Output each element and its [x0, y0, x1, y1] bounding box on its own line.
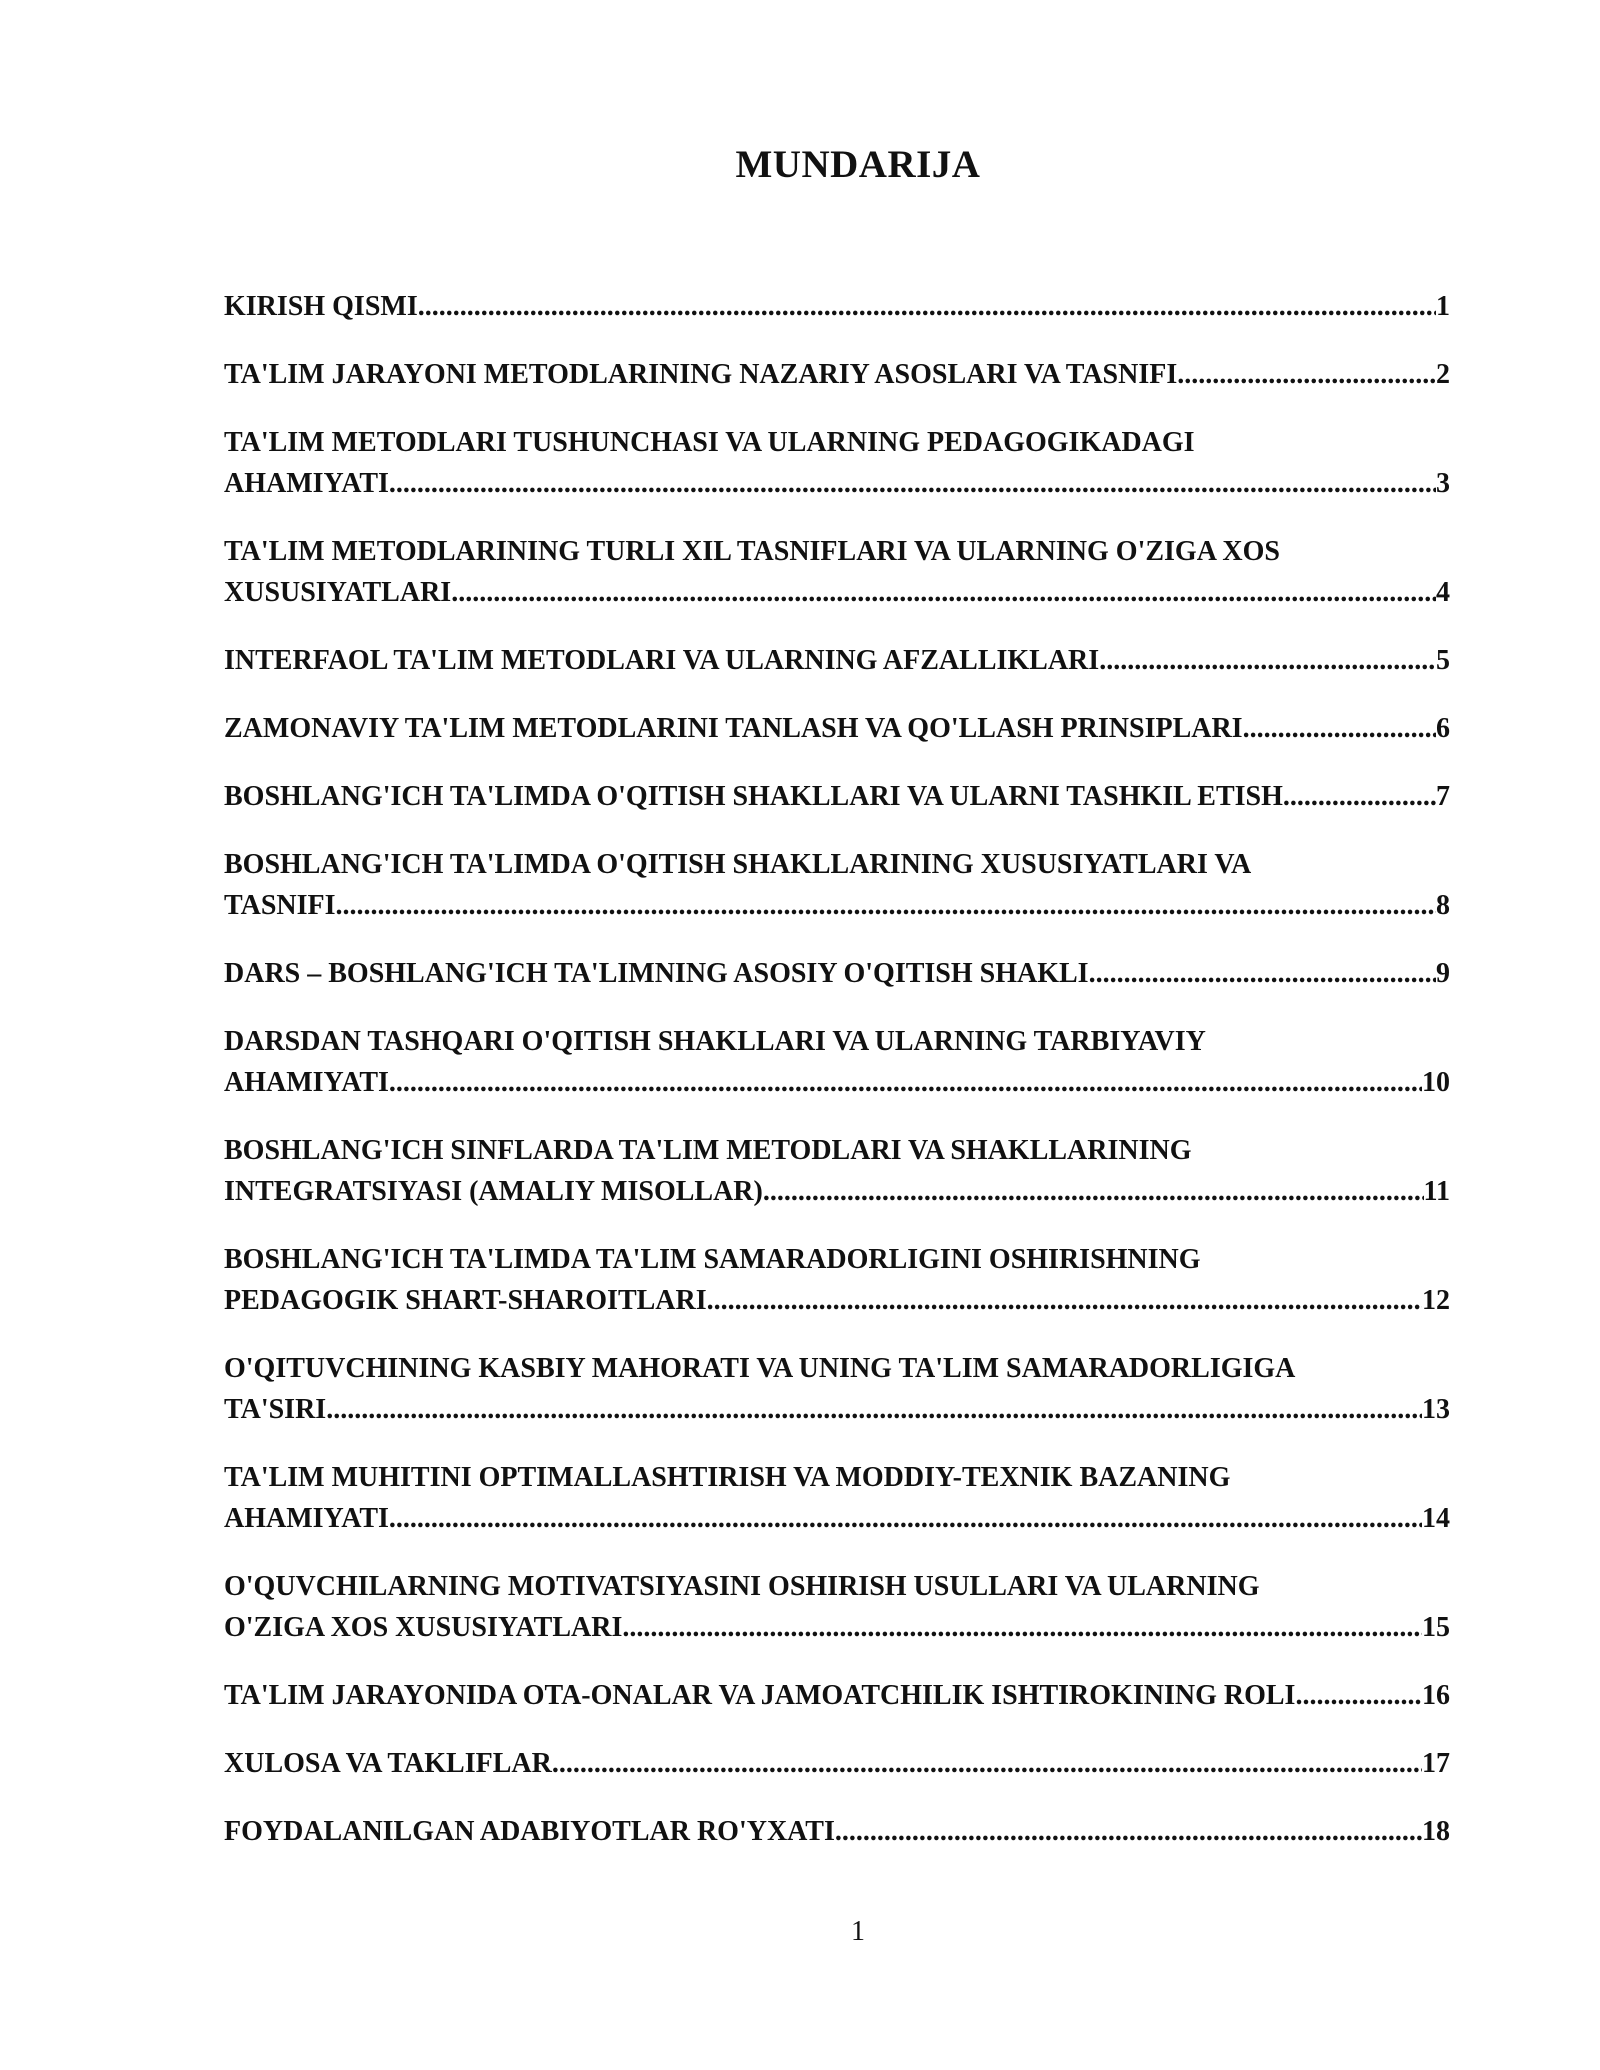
toc-entry-page: 8 [1436, 890, 1450, 921]
toc-entry[interactable] [224, 1675, 1450, 1716]
toc-entry[interactable] [224, 1457, 1450, 1539]
toc-entry[interactable] [224, 1743, 1450, 1784]
table-of-contents [224, 286, 1450, 1879]
toc-entry[interactable] [224, 354, 1450, 395]
toc-entry-title: XULOSA VA TAKLIFLAR [224, 1748, 552, 1779]
toc-entry-page: 4 [1436, 577, 1450, 608]
toc-entry-line [224, 953, 1450, 994]
toc-entry[interactable] [224, 844, 1450, 926]
toc-entry-title: XUSUSIYATLARI [224, 577, 452, 608]
toc-dot-leader [763, 1171, 1424, 1212]
toc-entry-title: ZAMONAVIY TA'LIM METODLARINI TANLASH VA QO'LLASH PRINSIPLARI [224, 713, 1243, 744]
toc-dot-leader [1243, 708, 1436, 749]
toc-entry[interactable] [224, 531, 1450, 613]
toc-entry-page: 6 [1436, 713, 1450, 744]
toc-entry-line [224, 1498, 1450, 1539]
toc-entry-page: 5 [1436, 645, 1450, 676]
toc-dot-leader [418, 286, 1436, 327]
toc-entry-first-line: TA'LIM METODLARINING TURLI XIL TASNIFLARI VA ULARNING O'ZIGA XOS [224, 536, 1280, 567]
toc-entry-line [224, 1389, 1450, 1430]
toc-dot-leader [336, 885, 1436, 926]
toc-entry-line [224, 1280, 1450, 1321]
toc-entry-line [224, 1062, 1450, 1103]
toc-entry-line [224, 572, 1450, 613]
toc-entry-title: AHAMIYATI [224, 1503, 389, 1534]
toc-dot-leader [389, 463, 1436, 504]
toc-entry-title: INTERFAOL TA'LIM METODLARI VA ULARNING AFZALLIKLARI [224, 645, 1100, 676]
toc-entry-page: 15 [1422, 1612, 1450, 1643]
toc-entry-page: 7 [1436, 781, 1450, 812]
toc-entry-first-line: DARSDAN TASHQARI O'QITISH SHAKLLARI VA ULARNING TARBIYAVIY [224, 1026, 1206, 1057]
toc-entry-page: 2 [1436, 359, 1450, 390]
toc-entry-title: AHAMIYATI [224, 1067, 389, 1098]
toc-entry-first-line: BOSHLANG'ICH TA'LIMDA TA'LIM SAMARADORLIGINI OSHIRISHNING [224, 1244, 1201, 1275]
toc-entry[interactable] [224, 1348, 1450, 1430]
toc-entry-page: 1 [1436, 291, 1450, 322]
toc-entry-line [224, 885, 1450, 926]
toc-dot-leader [707, 1280, 1422, 1321]
toc-entry-page: 13 [1422, 1394, 1450, 1425]
toc-entry-title: TA'LIM JARAYONI METODLARINING NAZARIY ASOSLARI VA TASNIFI [224, 359, 1178, 390]
toc-entry-page: 16 [1422, 1680, 1450, 1711]
toc-entry-title: AHAMIYATI [224, 468, 389, 499]
toc-entry-title: DARS – BOSHLANG'ICH TA'LIMNING ASOSIY O'QITISH SHAKLI [224, 958, 1089, 989]
toc-dot-leader [1177, 354, 1436, 395]
toc-entry-page: 3 [1436, 468, 1450, 499]
toc-entry-title: FOYDALANILGAN ADABIYOTLAR RO'YXATI [224, 1816, 835, 1847]
toc-entry-title: PEDAGOGIK SHART-SHAROITLARI [224, 1285, 707, 1316]
toc-entry-first-line: BOSHLANG'ICH TA'LIMDA O'QITISH SHAKLLARINING XUSUSIYATLARI VA [224, 849, 1252, 880]
toc-entry[interactable] [224, 422, 1450, 504]
toc-entry[interactable] [224, 1130, 1450, 1212]
toc-dot-leader [451, 572, 1436, 613]
toc-entry-title: TA'LIM JARAYONIDA OTA-ONALAR VA JAMOATCHILIK ISHTIROKINING ROLI [224, 1680, 1296, 1711]
toc-dot-leader [1099, 640, 1436, 681]
toc-dot-leader [326, 1389, 1422, 1430]
toc-entry-line [224, 1675, 1450, 1716]
toc-entry[interactable] [224, 708, 1450, 749]
toc-dot-leader [1089, 953, 1436, 994]
toc-entry-title: TA'SIRI [224, 1394, 327, 1425]
toc-entry-page: 18 [1422, 1816, 1450, 1847]
toc-entry[interactable] [224, 1239, 1450, 1321]
toc-dot-leader [389, 1498, 1422, 1539]
toc-entry-first-line: O'QITUVCHINING KASBIY MAHORATI VA UNING TA'LIM SAMARADORLIGIGA [224, 1353, 1296, 1384]
toc-entry-line [224, 1811, 1450, 1852]
toc-entry-line [224, 1607, 1450, 1648]
toc-entry-first-line: BOSHLANG'ICH SINFLARDA TA'LIM METODLARI VA SHAKLLARINING [224, 1135, 1192, 1166]
toc-entry-line [224, 776, 1450, 817]
toc-dot-leader [835, 1811, 1422, 1852]
toc-dot-leader [1295, 1675, 1422, 1716]
toc-dot-leader [552, 1743, 1422, 1784]
page-number: 1 [851, 1916, 865, 1947]
toc-entry-first-line: O'QUVCHILARNING MOTIVATSIYASINI OSHIRISH USULLARI VA ULARNING [224, 1571, 1260, 1602]
toc-entry-title: BOSHLANG'ICH TA'LIMDA O'QITISH SHAKLLARI VA ULARNI TASHKIL ETISH [224, 781, 1283, 812]
toc-entry-page: 12 [1422, 1285, 1450, 1316]
toc-entry[interactable] [224, 640, 1450, 681]
toc-entry[interactable] [224, 1811, 1450, 1852]
page-title: MUNDARIJA [735, 143, 981, 186]
toc-entry[interactable] [224, 286, 1450, 327]
toc-entry-line [224, 463, 1450, 504]
toc-entry-line [224, 354, 1450, 395]
toc-entry-first-line: TA'LIM MUHITINI OPTIMALLASHTIRISH VA MODDIY-TEXNIK BAZANING [224, 1462, 1231, 1493]
toc-entry-page: 9 [1436, 958, 1450, 989]
toc-entry-page: 14 [1422, 1503, 1450, 1534]
toc-dot-leader [622, 1607, 1422, 1648]
toc-entry[interactable] [224, 1021, 1450, 1103]
toc-entry-line [224, 1743, 1450, 1784]
toc-entry-title: KIRISH QISMI [224, 291, 418, 322]
toc-entry-title: TASNIFI [224, 890, 336, 921]
toc-entry-page: 17 [1422, 1748, 1450, 1779]
toc-dot-leader [389, 1062, 1422, 1103]
toc-entry-title: O'ZIGA XOS XUSUSIYATLARI [224, 1612, 623, 1643]
toc-entry-line [224, 708, 1450, 749]
toc-entry-page: 11 [1423, 1176, 1450, 1207]
toc-dot-leader [1283, 776, 1436, 817]
toc-entry-first-line: TA'LIM METODLARI TUSHUNCHASI VA ULARNING PEDAGOGIKADAGI [224, 427, 1195, 458]
toc-entry[interactable] [224, 776, 1450, 817]
toc-entry[interactable] [224, 1566, 1450, 1648]
toc-entry-line [224, 286, 1450, 327]
toc-entry[interactable] [224, 953, 1450, 994]
toc-entry-page: 10 [1422, 1067, 1450, 1098]
toc-entry-title: INTEGRATSIYASI (AMALIY MISOLLAR) [224, 1176, 763, 1207]
toc-entry-line [224, 640, 1450, 681]
toc-entry-line [224, 1171, 1450, 1212]
